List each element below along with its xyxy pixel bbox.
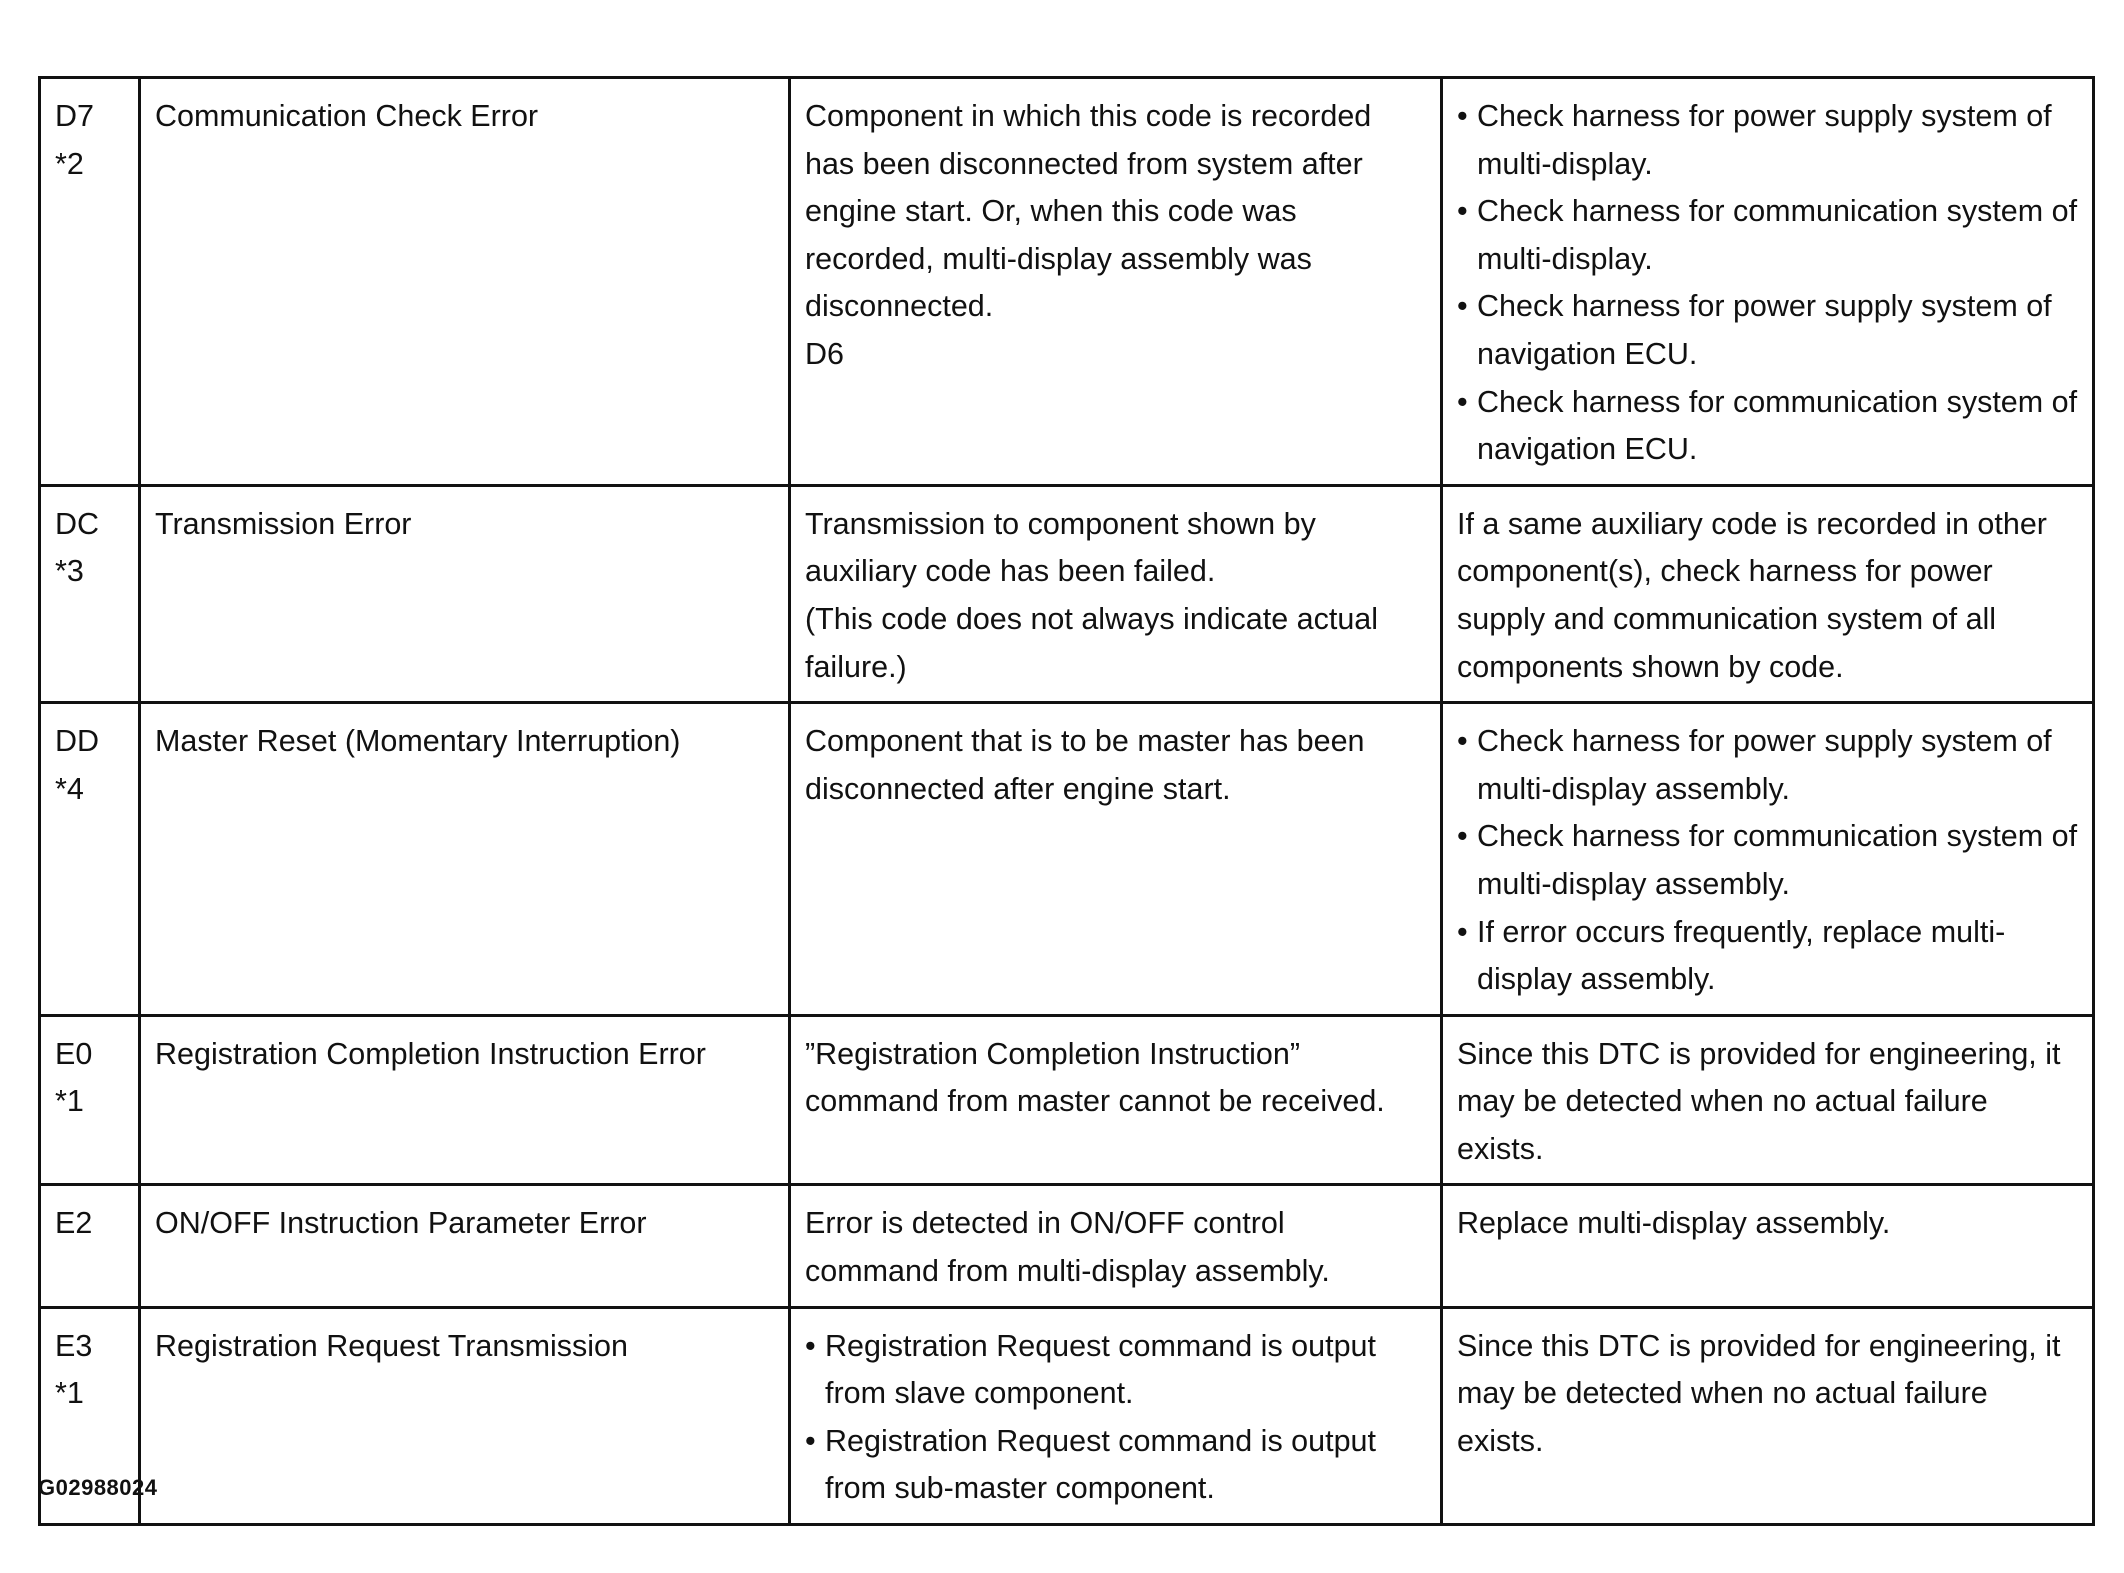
list-item: • Registration Request command is output from slave component. xyxy=(805,1323,1426,1418)
dtc-name: Registration Completion Instruction Error xyxy=(155,1036,706,1071)
remedy-text: Since this DTC is provided for engineering, it may be detected when no actual failure exists. xyxy=(1457,1328,2061,1458)
detail-text: Transmission to component shown by auxiliary code has been failed. xyxy=(805,506,1316,589)
detail-cell xyxy=(790,1307,1442,1524)
detail-text: ”Registration Completion Instruction” command from master cannot be received. xyxy=(805,1036,1385,1119)
name-cell xyxy=(140,1015,790,1185)
remedy-list xyxy=(1457,93,2078,474)
list-item: • Check harness for communication system of multi-display assembly. xyxy=(1457,813,2078,908)
detail-cell xyxy=(790,485,1442,702)
code-cell xyxy=(40,1015,140,1185)
dtc-code: DC xyxy=(55,506,100,541)
table-row xyxy=(40,78,2094,486)
remedy-cell xyxy=(1442,78,2094,486)
detail-text: Error is detected in ON/OFF control command from multi-display assembly. xyxy=(805,1206,1330,1289)
name-cell xyxy=(140,485,790,702)
code-cell xyxy=(40,703,140,1016)
detail-text: (This code does not always indicate actual failure.) xyxy=(805,601,1379,684)
detail-list xyxy=(805,1323,1426,1513)
dtc-code: D7 xyxy=(55,99,94,133)
footnote-ref: *2 xyxy=(55,146,84,181)
table-row xyxy=(40,703,2094,1016)
name-cell xyxy=(140,1307,790,1524)
dtc-name: Registration Request Transmission xyxy=(155,1328,628,1363)
dtc-name: Master Reset (Momentary Interruption) xyxy=(155,724,681,759)
remedy-cell xyxy=(1442,703,2094,1016)
detail-cell xyxy=(790,1185,1442,1307)
figure-id: G02988024 xyxy=(38,1475,158,1500)
remedy-cell xyxy=(1442,1185,2094,1307)
footnote-ref: *3 xyxy=(55,554,84,589)
footnote-ref: *1 xyxy=(55,1084,84,1119)
remedy-text: If a same auxiliary code is recorded in other component(s), check harness for power supply and communication system of all components shown by code. xyxy=(1457,506,2047,684)
detail-cell xyxy=(790,78,1442,486)
detail-cell xyxy=(790,703,1442,1016)
dtc-name: Communication Check Error xyxy=(155,99,539,133)
footnote-ref: *1 xyxy=(55,1376,84,1411)
name-cell xyxy=(140,1185,790,1307)
detail-cell xyxy=(790,1015,1442,1185)
dtc-code: E0 xyxy=(55,1036,93,1071)
detail-text: Component in which this code is recorded has been disconnected from system after engine start. Or, when this code was recorded, multi-display assembly was disconnected. xyxy=(805,99,1372,324)
list-item: • Check harness for communication system of multi-display. xyxy=(1457,188,2078,283)
table-row xyxy=(40,1015,2094,1185)
detail-text: D6 xyxy=(805,336,844,371)
footnote-ref: *4 xyxy=(55,771,84,806)
list-item: • Check harness for power supply system of multi-display. xyxy=(1457,93,2078,188)
dtc-code: E3 xyxy=(55,1328,93,1363)
table-row xyxy=(40,1185,2094,1307)
remedy-cell xyxy=(1442,1307,2094,1524)
list-item: • If error occurs frequently, replace multi-display assembly. xyxy=(1457,909,2078,1004)
list-item: • Check harness for power supply system of multi-display assembly. xyxy=(1457,718,2078,813)
name-cell xyxy=(140,78,790,486)
remedy-text: Replace multi-display assembly. xyxy=(1457,1206,1891,1241)
remedy-cell xyxy=(1442,485,2094,702)
remedy-cell xyxy=(1442,1015,2094,1185)
dtc-table xyxy=(38,76,2095,1526)
dtc-name: Transmission Error xyxy=(155,506,412,541)
dtc-code: DD xyxy=(55,724,100,759)
dtc-code: E2 xyxy=(55,1206,93,1241)
list-item: • Registration Request command is output from sub-master component. xyxy=(805,1418,1426,1513)
code-cell xyxy=(40,485,140,702)
table-row xyxy=(40,485,2094,702)
remedy-text: Since this DTC is provided for engineering, it may be detected when no actual failure exists. xyxy=(1457,1036,2061,1166)
name-cell xyxy=(140,703,790,1016)
detail-text: Component that is to be master has been disconnected after engine start. xyxy=(805,724,1365,806)
list-item: • Check harness for communication system of navigation ECU. xyxy=(1457,379,2078,474)
code-cell xyxy=(40,78,140,486)
table-row xyxy=(40,1307,2094,1524)
code-cell xyxy=(40,1185,140,1307)
dtc-name: ON/OFF Instruction Parameter Error xyxy=(155,1206,647,1241)
remedy-list xyxy=(1457,718,2078,1004)
list-item: • Check harness for power supply system of navigation ECU. xyxy=(1457,283,2078,378)
